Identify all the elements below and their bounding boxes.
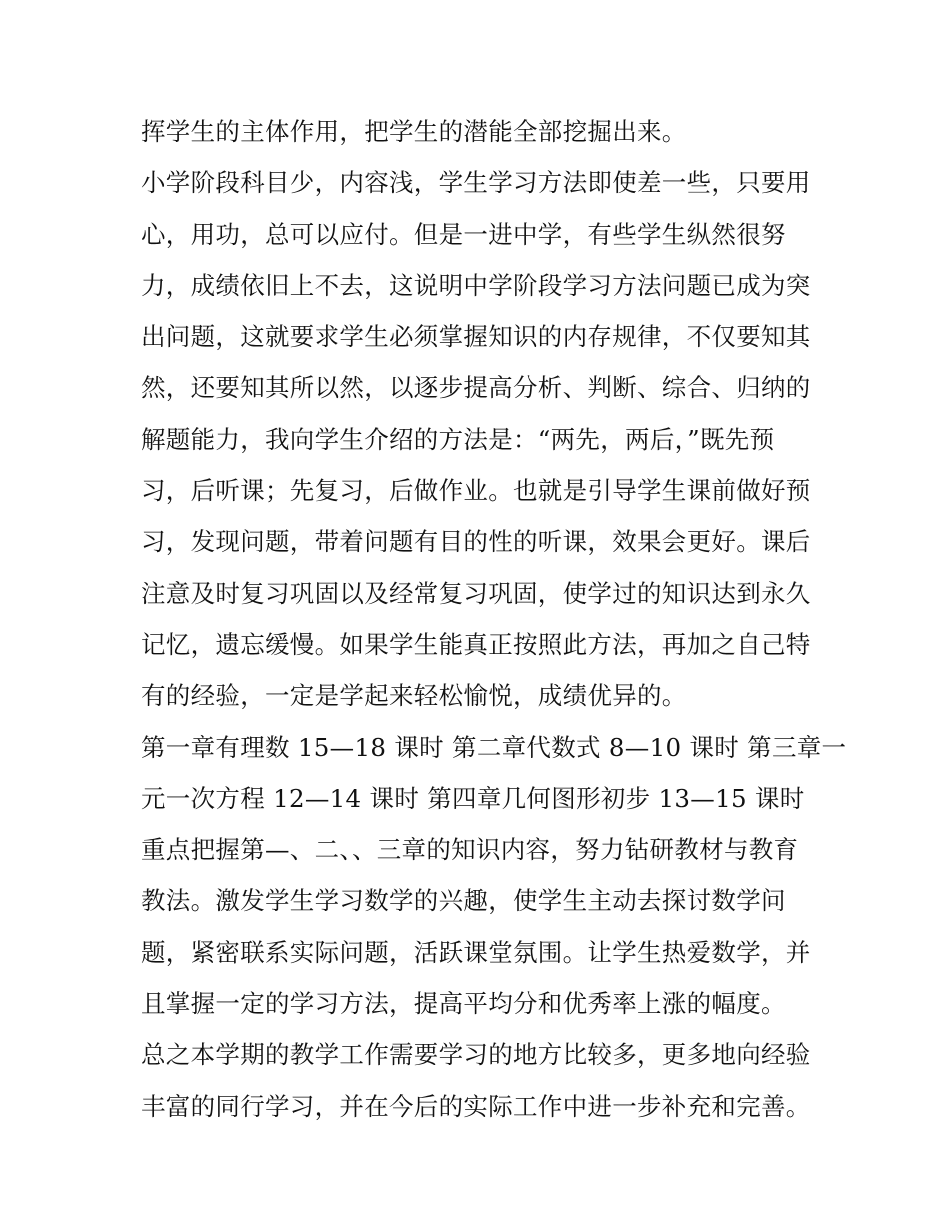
text-line: 解题能力，我向学生介绍的方法是：“两先，两后，”既先预 [141,424,775,454]
text-line: 且掌握一定的学习方法，提高平均分和优秀率上涨的幅度。 [141,989,786,1019]
text-line: 题，紧密联系实际问题，活跃课堂氛围。让学生热爱数学，并 [141,937,811,967]
text-line: 习，发现问题，带着问题有目的性的听课，效果会更好。课后 [141,527,811,557]
text-line: 力，成绩依旧上不去，这说明中学阶段学习方法问题已成为突 [141,270,811,300]
text-line: 习，后听课；先复习，后做作业。也就是引导学生课前做好预 [141,476,811,506]
text-line: 教法。激发学生学习数学的兴趣，使学生主动去探讨数学问 [141,886,786,916]
text-line: 挥学生的主体作用，把学生的潜能全部挖掘出来。 [141,117,687,146]
text-line: 第一章有理数 15—18 课时 第二章代数式 8—10 课时 第三章一 [141,732,847,762]
text-line: 丰富的同行学习，并在今后的实际工作中进一步补充和完善。 [141,1091,811,1121]
text-line: 心，用功，总可以应付。但是一进中学，有些学生纵然很努 [141,219,786,249]
text-line: 记忆，遗忘缓慢。如果学生能真正按照此方法，再加之自己特 [141,629,811,659]
text-line: 注意及时复习巩固以及经常复习巩固，使学过的知识达到永久 [141,578,811,608]
text-line: 重点把握第—、二、、三章的知识内容，努力钻研教材与教育 [141,835,799,865]
text-line: 小学阶段科目少，内容浅，学生学习方法即使差一些，只要用 [141,168,811,198]
text-line: 元一次方程 12—14 课时 第四章几何图形初步 13—15 课时 [141,783,805,813]
text-line: 出问题，这就要求学生必须掌握知识的内存规律，不仅要知其 [141,322,811,352]
text-line: 然，还要知其所以然，以逐步提高分析、判断、综合、归纳的 [141,373,811,403]
document-body [141,106,847,1132]
text-line: 有的经验，一定是学起来轻松愉悦，成绩优异的。 [141,681,687,711]
text-line: 总之本学期的教学工作需要学习的地方比较多，更多地向经验 [141,1040,811,1070]
